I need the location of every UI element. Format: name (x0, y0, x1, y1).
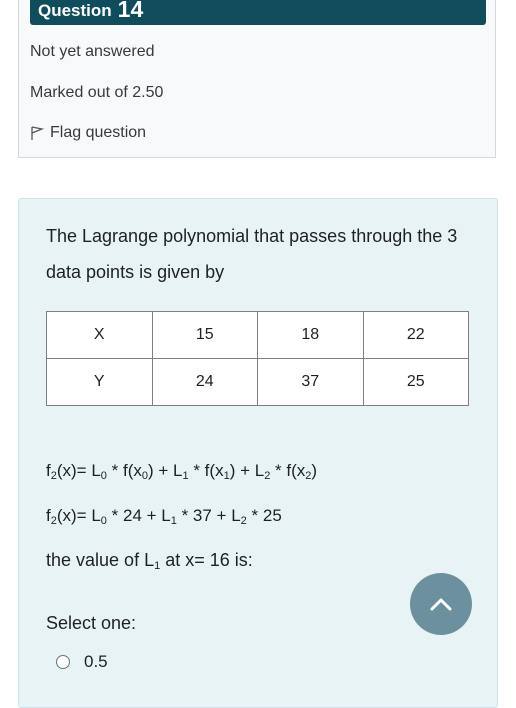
scroll-to-top-button[interactable] (410, 573, 472, 635)
marks-info: Marked out of 2.50 (30, 84, 164, 101)
chevron-up-icon (429, 596, 453, 612)
table-row (47, 359, 469, 406)
lagrange-formula-values: $f_2(x)= L_0 * 24 + L_1 * 37 + L_2 * 25$ (46, 506, 282, 527)
table-cell: Y (47, 359, 153, 406)
table-cell: 22 (363, 312, 469, 359)
flag-icon (30, 125, 44, 141)
table-cell: 24 (152, 359, 258, 406)
table-cell: 18 (258, 312, 364, 359)
table-cell: 25 (363, 359, 469, 406)
select-one-label: Select one: (46, 613, 137, 633)
question-number: 14 (117, 0, 144, 22)
table-cell: 15 (152, 312, 258, 359)
question-header (30, 0, 486, 25)
question-prompt: The Lagrange polynomial that passes through the 3 data points is given by (46, 226, 458, 282)
table-cell: X (47, 312, 153, 359)
table-row (47, 312, 469, 359)
answer-option[interactable] (56, 652, 108, 672)
lagrange-formula-general: $f_2(x)= L_0 * f(x_0) + L_1 * f(x_1) + L_2 * f(x_2)$ (46, 461, 318, 482)
option-label: 0.5 (84, 652, 108, 671)
data-points-table (46, 311, 469, 406)
question-ask: the value of $L_1$ at x= 16 is: (46, 550, 253, 572)
table-cell: 37 (258, 359, 364, 406)
radio-button[interactable] (56, 655, 70, 669)
question-word: Question (38, 1, 112, 20)
flag-question-label: Flag question (50, 124, 147, 141)
answer-status: Not yet answered (30, 43, 155, 60)
flag-question-link[interactable] (30, 124, 146, 142)
